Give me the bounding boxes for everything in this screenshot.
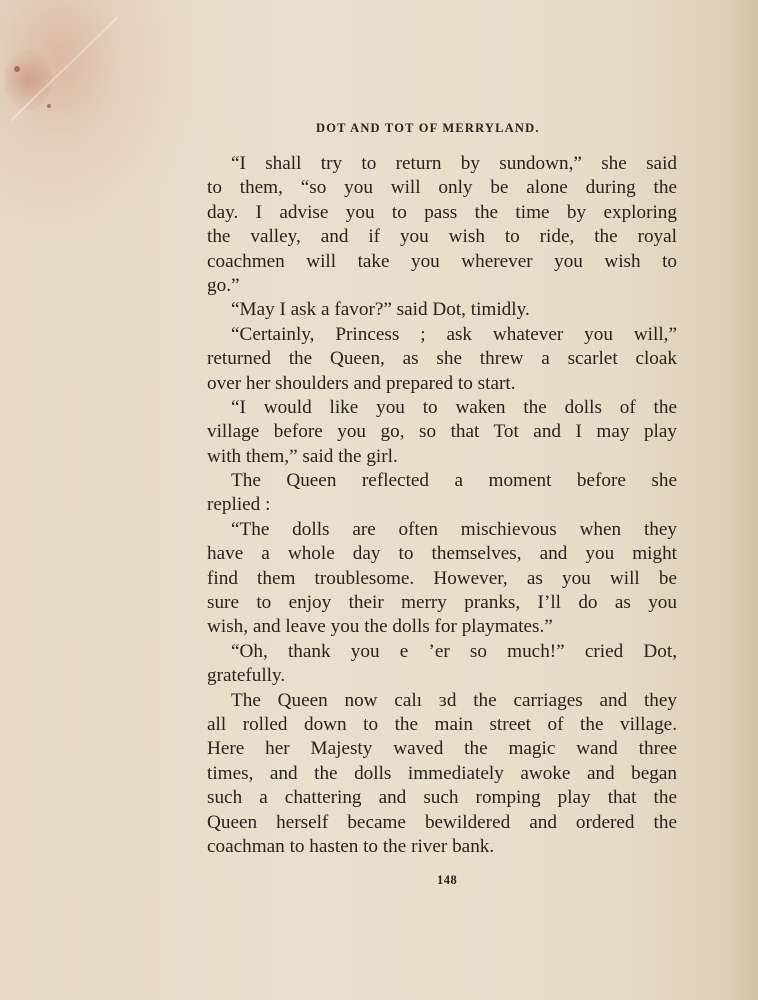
ink-spot — [47, 104, 51, 108]
text-line: “I shall try to return by sundown,” she said — [231, 153, 677, 174]
body-text — [207, 152, 677, 859]
text-line: replied : — [207, 494, 271, 516]
page-number: 148 — [437, 873, 458, 887]
text-line: coachman to hasten to the river bank. — [207, 835, 495, 857]
text-line: The Queen reflected a moment before she — [231, 470, 677, 492]
text-line: gratefully. — [207, 665, 286, 687]
text-line: “The dolls are often mischievous when they — [231, 518, 677, 540]
text-line: The Queen now calı ɜd the carriages and they — [231, 689, 677, 711]
text-line: the valley, and if you wish to ride, the royal — [207, 226, 677, 248]
text-line: all rolled down to the main street of the village. — [207, 713, 677, 735]
text-line: village before you go, so that Tot and I may play — [207, 421, 677, 443]
text-line: coachmen will take you wherever you wish to — [207, 250, 677, 272]
text-line: day. I advise you to pass the time by exploring — [207, 201, 677, 223]
text-line: to them, “so you will only be alone during the — [207, 177, 677, 199]
text-line: over her shoulders and prepared to start. — [207, 372, 516, 394]
text-line: such a chattering and such romping play that the — [207, 787, 677, 809]
text-line: returned the Queen, as she threw a scarlet cloak — [207, 348, 677, 370]
text-line: go.” — [207, 274, 240, 296]
text-line: “Certainly, Princess ; ask whatever you will,” — [231, 323, 677, 345]
running-head: DOT AND TOT OF MERRYLAND. — [316, 121, 540, 135]
text-line: Here her Majesty waved the magic wand three — [207, 738, 677, 760]
text-line: Queen herself became bewildered and ordered the — [207, 811, 677, 833]
text-line: wish, and leave you the dolls for playmates.” — [207, 616, 553, 638]
text-line: sure to enjoy their merry pranks, I’ll do as you — [207, 592, 677, 614]
text-line: have a whole day to themselves, and you might — [207, 543, 677, 565]
text-line: with them,” said the girl. — [207, 445, 398, 467]
text-line: “May I ask a favor?” said Dot, timidly. — [231, 299, 530, 321]
text-line: times, and the dolls immediately awoke and began — [207, 762, 677, 784]
ink-spot — [14, 66, 20, 72]
text-line: find them troublesome. However, as you will be — [207, 567, 677, 589]
text-line: “I would like you to waken the dolls of the — [231, 396, 677, 418]
text-line: “Oh, thank you e ’er so much!” cried Dot, — [231, 640, 677, 662]
